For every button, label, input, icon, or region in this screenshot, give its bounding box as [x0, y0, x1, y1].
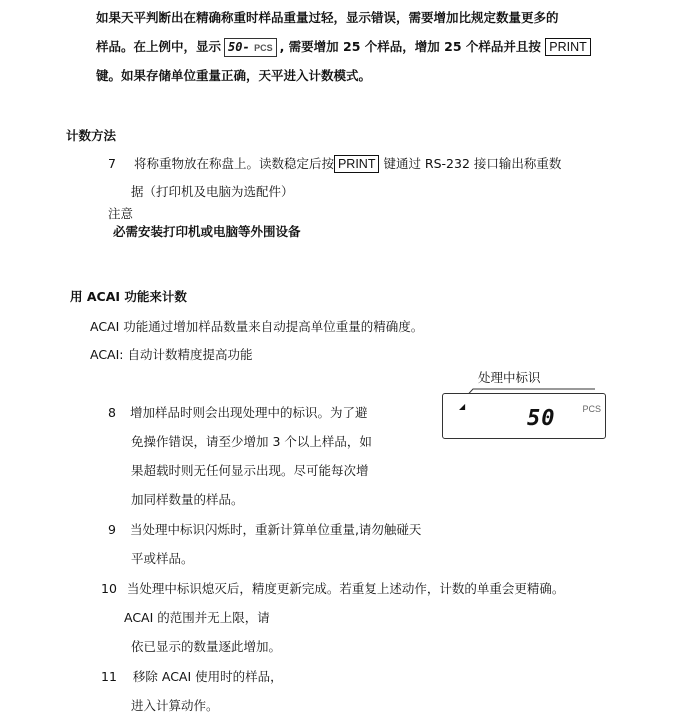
step-8-number: 8 [108, 405, 116, 420]
step-9 [108, 521, 421, 539]
step-9-line-1: 当处理中标识闪烁时，重新计算单位重量,请勿触碰天 [129, 522, 422, 537]
acai-heading: 用 ACAI 功能来计数 [70, 289, 187, 304]
step-9-number: 9 [108, 522, 116, 537]
step-10-number: 10 [101, 581, 117, 596]
step-10-line-3: 依已显示的数量逐此增加。 [131, 639, 282, 654]
step-8-line-3: 果超载时则无任何显示出现。尽可能每次增 [131, 463, 369, 478]
acai-desc-2: ACAI: 自动计数精度提高功能 [90, 347, 253, 362]
display-value: 50 [527, 406, 556, 431]
counting-heading: 计数方法 [66, 128, 117, 143]
inline-lcd-display [224, 38, 277, 57]
step-8 [108, 404, 367, 422]
intro-line-3: 键。如果存储单位重量正确，天平进入计数模式。 [96, 68, 372, 83]
step-9-line-2: 平或样品。 [131, 551, 194, 566]
print-key: PRINT [545, 38, 591, 56]
inline-lcd-unit: PCS [254, 43, 273, 53]
acai-desc-1: ACAI 功能通过增加样品数量来自动提高单位重量的精确度。 [90, 319, 424, 334]
indicator-label: 处理中标识 [478, 370, 541, 385]
note-label: 注意 [108, 206, 134, 221]
step-7-line-2: 据（打印机及电脑为选配件） [131, 184, 294, 199]
note-text: 必需安装打印机或电脑等外围设备 [113, 224, 301, 239]
intro-line-1: 如果天平判断出在精确称重时样品重量过轻，显示错误，需要增加比规定数量更多的 [96, 10, 559, 25]
display-unit: PCS [582, 404, 601, 414]
step-10-line-2: ACAI 的范围并无上限，请 [124, 610, 270, 625]
step-8-line-1: 增加样品时则会出现处理中的标识。为了避 [129, 405, 368, 420]
intro-line-2-pre: 样品。在上例中，显示 [96, 39, 222, 54]
step-11-line-1: 移除 ACAI 使用时的样品， [132, 669, 283, 684]
step-11-line-2: 进入计算动作。 [131, 698, 219, 713]
step-7-number: 7 [108, 156, 116, 171]
step-7-pre: 将称重物放在称盘上。读数稳定后按 [133, 156, 334, 171]
step-10 [101, 580, 564, 598]
intro-line-2-post: , 需要增加 25 个样品，增加 25 个样品并且按 [279, 39, 541, 54]
step-7 [108, 155, 561, 173]
inline-lcd-value: 50- [228, 40, 250, 54]
print-key-step7: PRINT [334, 155, 380, 173]
balance-display [442, 393, 606, 439]
processing-indicator-icon: ◢ [459, 402, 466, 411]
step-7-post: 键通过 RS-232 接口输出称重数 [383, 156, 562, 171]
step-8-line-2: 免操作错误，请至少增加 3 个以上样品，如 [131, 434, 372, 449]
step-10-line-1: 当处理中标识熄灭后，精度更新完成。若重复上述动作，计数的单重会更精确。 [126, 581, 565, 596]
step-8-line-4: 加同样数量的样品。 [131, 492, 244, 507]
step-11 [101, 668, 283, 686]
step-11-number: 11 [101, 669, 117, 684]
intro-line-2 [96, 38, 591, 57]
